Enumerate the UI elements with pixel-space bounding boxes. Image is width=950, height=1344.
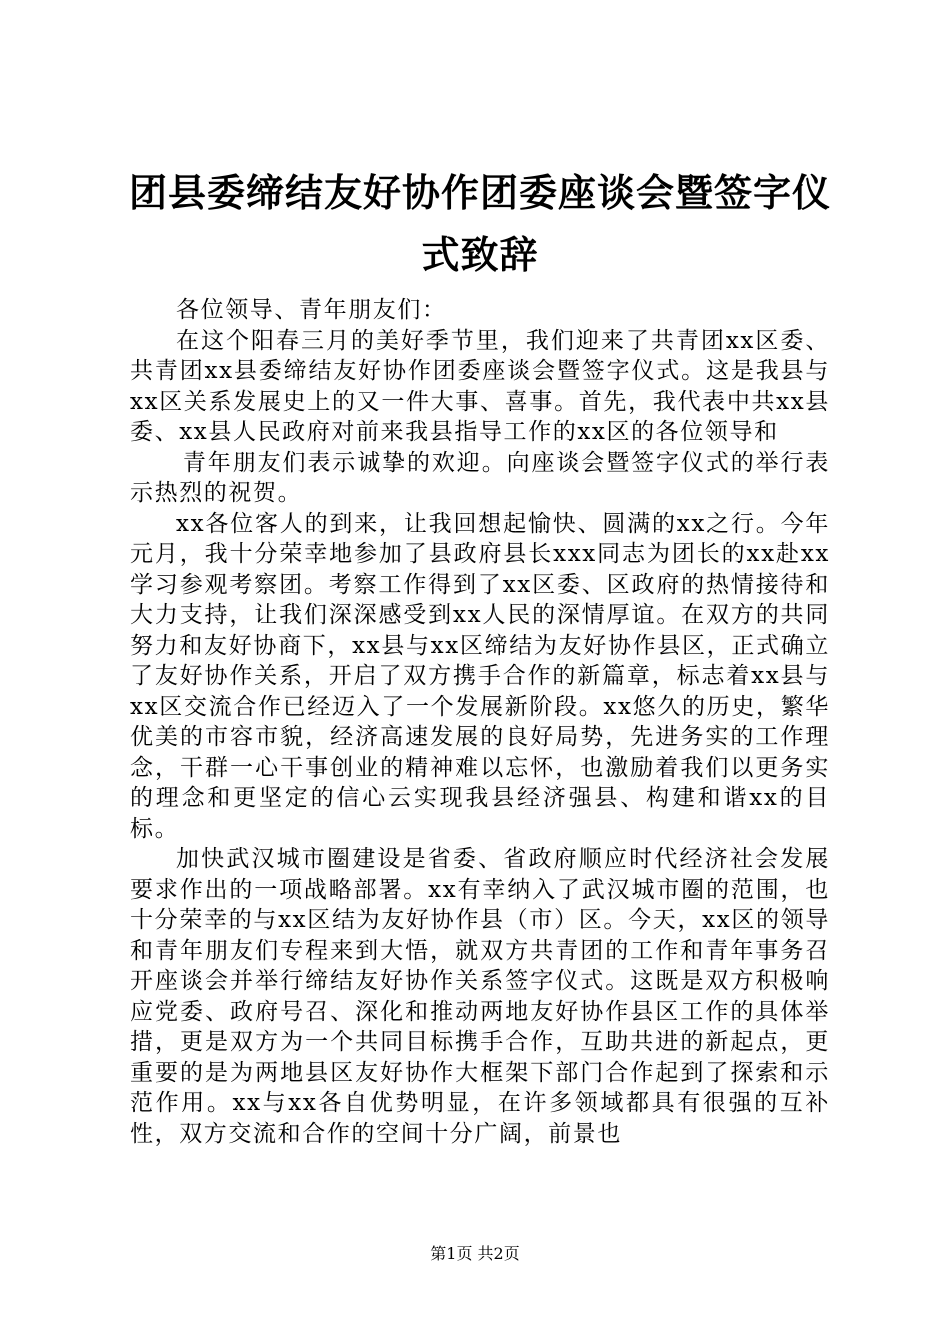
document-body <box>130 295 830 1149</box>
body-paragraph: 加快武汉城市圈建设是省委、省政府顺应时代经济社会发展要求作出的一项战略部署。xx有幸纳入了武汉城市圈的范围，也十分荣幸的与xx区结为友好协作县（市）区。今天，xx区的领导和青年朋友们专程来到大悟，就双方共青团的工作和青年事务召开座谈会并举行缔结友好协作关系签字仪式。这既是双方积极响应党委、政府号召、深化和推动两地友好协作县区工作的具体举措，更是双方为一个共同目标携手合作，互助共进的新起点，更重要的是为两地县区友好协作大框架下部门合作起到了探索和示范作用。xx与xx各自优势明显，在许多领域都具有很强的互补性，双方交流和合作的空间十分广阔，前景也 <box>130 846 830 1147</box>
body-paragraph: 在这个阳春三月的美好季节里，我们迎来了共青团xx区委、共青团xx县委缔结友好协作团委座谈会暨签字仪式。这是我县与xx区关系发展史上的又一件大事、喜事。首先，我代表中共xx县委、xx县人民政府对前来我县指导工作的xx区的各位领导和 <box>130 327 830 445</box>
body-paragraph: 青年朋友们表示诚挚的欢迎。向座谈会暨签字仪式的举行表示热烈的祝贺。 <box>130 449 830 506</box>
salutation-paragraph: 各位领导、青年朋友们： <box>176 297 447 323</box>
body-paragraph: xx各位客人的到来，让我回想起愉快、圆满的xx之行。今年元月，我十分荣幸地参加了县政府县长xxx同志为团长的xx赴xx学习参观考察团。考察工作得到了xx区委、区政府的热情接待和大力支持，让我们深深感受到xx人民的深情厚谊。在双方的共同努力和友好协商下，xx县与xx区缔结为友好协作县区，正式确立了友好协作关系，开启了双方携手合作的新篇章，标志着xx县与xx区交流合作已经迈入了一个发展新阶段。xx悠久的历史，繁华优美的市容市貌，经济高速发展的良好局势，先进务实的工作理念，干群一心干事创业的精神难以忘怀，也激励着我们以更务实的理念和更坚定的信心云实现我县经济强县、构建和谐xx的目标。 <box>130 510 830 842</box>
document-title: 团县委缔结友好协作团委座谈会暨签字仪式致辞 <box>128 170 831 277</box>
page-number-footer: 第1页 共2页 <box>430 1244 520 1263</box>
